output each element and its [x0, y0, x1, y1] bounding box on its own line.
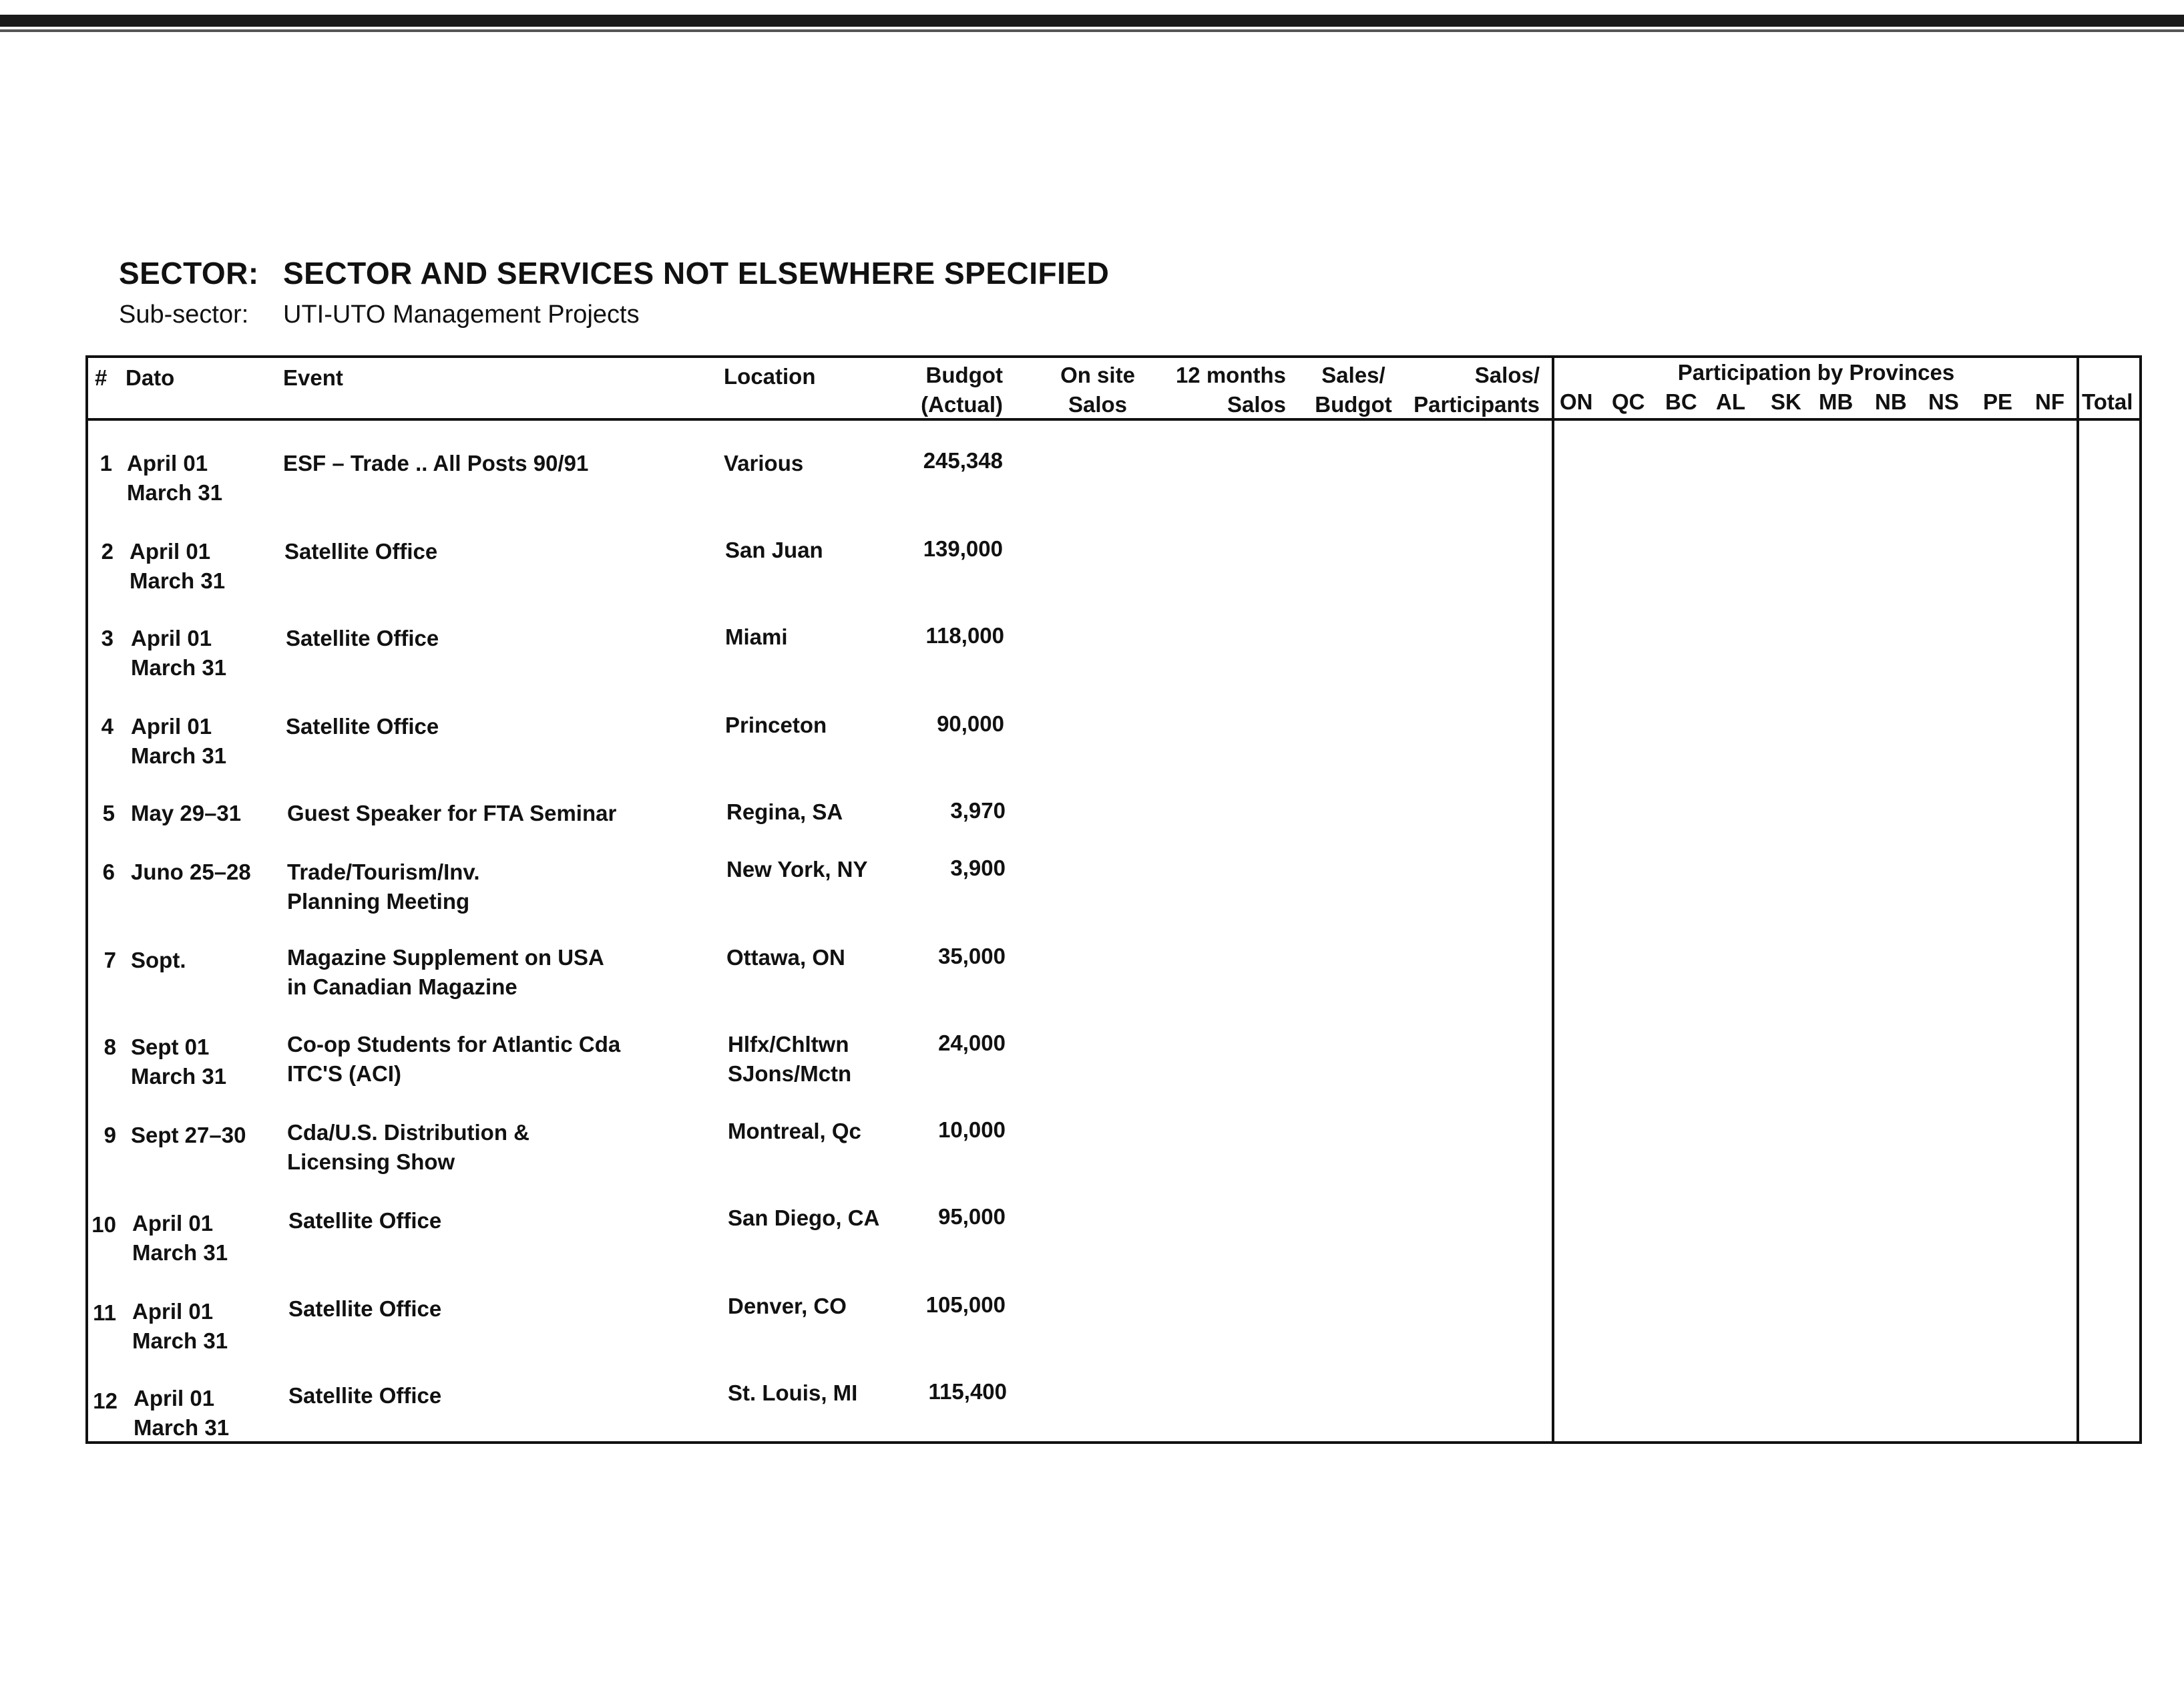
row-6-budget: 3,900	[950, 856, 1006, 880]
row-1-date-end: March 31	[127, 480, 223, 505]
col-header-hash: #	[95, 365, 107, 390]
row-11-date-end: March 31	[132, 1328, 228, 1353]
row-7-date-start: Sopt.	[131, 948, 186, 972]
row-10-location: San Diego, CA	[728, 1205, 880, 1230]
province-on: ON	[1560, 389, 1593, 414]
row-10-budget: 95,000	[938, 1204, 1006, 1229]
row-5-event: Guest Speaker for FTA Seminar	[287, 801, 617, 825]
row-12-date-end: March 31	[134, 1415, 230, 1440]
province-nb: NB	[1875, 389, 1907, 414]
row-8-event-line2: ITC'S (ACI)	[287, 1061, 401, 1086]
province-mb: MB	[1819, 389, 1853, 414]
row-4-budget: 90,000	[937, 711, 1004, 736]
row-2-location: San Juan	[725, 538, 823, 562]
row-12-location: St. Louis, MI	[728, 1380, 858, 1405]
subsector-heading	[119, 301, 640, 329]
row-8-event-line1: Co-op Students for Atlantic Cda	[287, 1032, 621, 1057]
row-3-number: 3	[101, 626, 114, 650]
row-2-date-start: April 01	[130, 539, 211, 564]
row-9-event-line1: Cda/U.S. Distribution &	[287, 1120, 529, 1145]
col-header-sales-participants	[1409, 361, 1540, 419]
row-8-location-line2: SJons/Mctn	[728, 1061, 852, 1086]
row-12-date-start: April 01	[134, 1386, 215, 1410]
row-1-budget: 245,348	[923, 448, 1003, 473]
row-4-location: Princeton	[725, 713, 827, 737]
row-2-budget: 139,000	[923, 536, 1003, 561]
row-8-date-start: Sept 01	[131, 1034, 210, 1059]
row-7-budget: 35,000	[938, 944, 1006, 968]
col-header-onsite-sales	[1039, 361, 1156, 419]
row-9-date-start: Sept 27–30	[131, 1123, 246, 1147]
province-pe: PE	[1983, 389, 2013, 414]
row-11-location: Denver, CO	[728, 1294, 847, 1318]
row-4-date-end: March 31	[131, 743, 227, 768]
col-header-budget-line2: (Actual)	[921, 392, 1003, 417]
row-3-budget: 118,000	[925, 623, 1004, 648]
top-border-line	[0, 29, 2184, 32]
row-9-number: 9	[103, 1123, 116, 1147]
col-header-sp-line1: Salos/	[1474, 363, 1540, 387]
row-11-budget: 105,000	[925, 1292, 1006, 1317]
row-1-number: 1	[99, 451, 112, 476]
row-12-number: 12	[93, 1388, 118, 1413]
row-5-budget: 3,970	[950, 798, 1006, 823]
row-9-budget: 10,000	[938, 1117, 1006, 1142]
row-8-date-end: March 31	[131, 1064, 227, 1089]
row-6-location: New York, NY	[726, 857, 868, 882]
row-7-number: 7	[103, 948, 116, 972]
provinces-left-divider	[1552, 355, 1554, 1444]
col-header-budget	[868, 361, 1003, 419]
row-7-location: Ottawa, ON	[726, 945, 845, 970]
row-8-location-line1: Hlfx/Chltwn	[728, 1032, 849, 1057]
row-8-number: 8	[103, 1034, 116, 1059]
row-3-location: Miami	[725, 624, 788, 649]
col-header-sales-budget	[1309, 361, 1398, 419]
row-2-number: 2	[101, 539, 114, 564]
row-1-location: Various	[724, 451, 804, 476]
row-2-event: Satellite Office	[284, 539, 438, 564]
col-header-event: Event	[283, 365, 343, 390]
row-5-location: Regina, SA	[726, 799, 843, 824]
province-nf: NF	[2035, 389, 2064, 414]
row-6-date-start: Juno 25–28	[131, 860, 251, 884]
row-10-date-end: March 31	[132, 1240, 228, 1265]
row-5-number: 5	[102, 801, 115, 825]
col-header-total: Total	[2082, 389, 2133, 414]
col-header-onsite-line1: On site	[1060, 363, 1135, 387]
row-4-number: 4	[101, 714, 114, 739]
sector-heading	[119, 255, 1109, 291]
col-header-sb-line1: Sales/	[1321, 363, 1385, 387]
col-header-location: Location	[724, 364, 816, 389]
row-10-date-start: April 01	[132, 1211, 214, 1236]
sector-value: SECTOR AND SERVICES NOT ELSEWHERE SPECIFIED	[283, 256, 1110, 291]
row-3-event: Satellite Office	[286, 626, 439, 650]
province-sk: SK	[1771, 389, 1801, 414]
row-7-event-line1: Magazine Supplement on USA	[287, 945, 604, 970]
row-6-event-line2: Planning Meeting	[287, 889, 470, 914]
row-11-date-start: April 01	[132, 1299, 214, 1324]
province-ns: NS	[1928, 389, 1959, 414]
row-11-event: Satellite Office	[288, 1296, 442, 1321]
sector-label: SECTOR:	[119, 256, 259, 291]
row-1-event: ESF – Trade .. All Posts 90/91	[283, 451, 589, 476]
row-8-budget: 24,000	[938, 1030, 1006, 1055]
row-6-event-line1: Trade/Tourism/Inv.	[287, 860, 480, 884]
col-header-months-line2: Salos	[1227, 392, 1286, 417]
row-1-date-start: April 01	[127, 451, 208, 476]
row-11-number: 11	[93, 1300, 116, 1325]
row-12-budget: 115,400	[928, 1379, 1007, 1404]
row-4-date-start: April 01	[131, 714, 212, 739]
row-4-event: Satellite Office	[286, 714, 439, 739]
col-header-budget-line1: Budgot	[925, 363, 1003, 387]
row-3-date-start: April 01	[131, 626, 212, 650]
row-12-event: Satellite Office	[288, 1383, 442, 1408]
col-header-sp-line2: Participants	[1413, 392, 1540, 417]
row-10-event: Satellite Office	[288, 1208, 442, 1233]
col-header-onsite-line2: Salos	[1068, 392, 1128, 417]
col-header-12-months-sales	[1162, 361, 1286, 419]
row-3-date-end: March 31	[131, 655, 227, 680]
row-6-number: 6	[102, 860, 115, 884]
province-qc: QC	[1612, 389, 1645, 414]
row-7-event-line2: in Canadian Magazine	[287, 974, 517, 999]
subsector-value: UTI-UTO Management Projects	[283, 301, 640, 329]
total-left-divider	[2077, 355, 2079, 1444]
row-9-location: Montreal, Qc	[728, 1119, 861, 1143]
col-header-months-line1: 12 months	[1175, 363, 1286, 387]
subsector-label: Sub-sector:	[119, 301, 249, 329]
col-header-date: Dato	[126, 365, 175, 390]
province-al: AL	[1716, 389, 1745, 414]
row-10-number: 10	[91, 1212, 116, 1237]
row-9-event-line2: Licensing Show	[287, 1149, 455, 1174]
row-5-date-start: May 29–31	[131, 801, 242, 825]
top-border-bar	[0, 15, 2184, 27]
col-header-sb-line2: Budgot	[1315, 392, 1392, 417]
row-2-date-end: March 31	[130, 568, 226, 593]
province-bc: BC	[1665, 389, 1697, 414]
col-header-participation: Participation by Provinces	[1677, 360, 1955, 385]
